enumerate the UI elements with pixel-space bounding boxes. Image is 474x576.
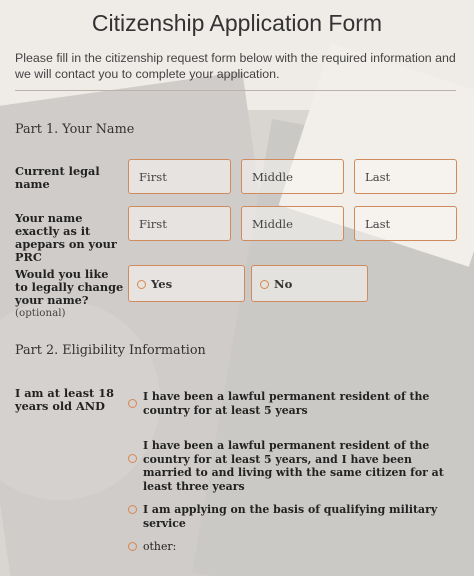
form-intro: Please fill in the citizenship request form below with the required information and we will contact you to complete your application. [15,51,456,81]
change-name-question: Would you like to legally change your name? [15,267,124,307]
radio-no[interactable] [260,280,269,289]
eligibility-option-other: other: [143,540,177,553]
eligibility-radio-1[interactable] [128,399,137,408]
divider [15,90,456,91]
eligibility-radio-other[interactable] [128,542,137,551]
part2-heading: Part 2. Eligibility Information [15,343,206,358]
legal-last-name-input[interactable]: Last [354,159,457,194]
prc-first-name-input[interactable]: First [128,206,231,241]
change-name-no-option[interactable] [251,265,368,302]
change-name-yes-option[interactable] [128,265,245,302]
legal-middle-name-input[interactable]: Middle [241,159,344,194]
yes-label: Yes [151,277,173,291]
legal-first-name-input[interactable]: First [128,159,231,194]
prc-last-name-input[interactable]: Last [354,206,457,241]
legal-name-label: Current legal name [15,164,100,191]
eligibility-option-1: I have been a lawful permanent resident of the country for at least 5 years [143,390,430,417]
prc-middle-name-input[interactable]: Middle [241,206,344,241]
form-title: Citizenship Application Form [91,10,383,36]
eligibility-option-2: I have been a lawful permanent resident of the country for at least 5 years, and I have been married to and living with the same citizen for at least three years [143,439,444,493]
eligibility-radio-2[interactable] [128,454,137,463]
radio-yes[interactable] [137,280,146,289]
eligibility-option-3: I am applying on the basis of qualifying military service [143,503,438,530]
no-label: No [274,277,293,291]
optional-hint: (optional) [15,307,66,319]
change-name-label [15,268,125,320]
eligibility-radio-3[interactable] [128,505,137,514]
prc-name-label: Your name exactly as it apepars on your PRC [15,211,117,264]
part1-heading: Part 1. Your Name [15,122,135,137]
age-label: I am at least 18 years old AND [15,386,114,413]
